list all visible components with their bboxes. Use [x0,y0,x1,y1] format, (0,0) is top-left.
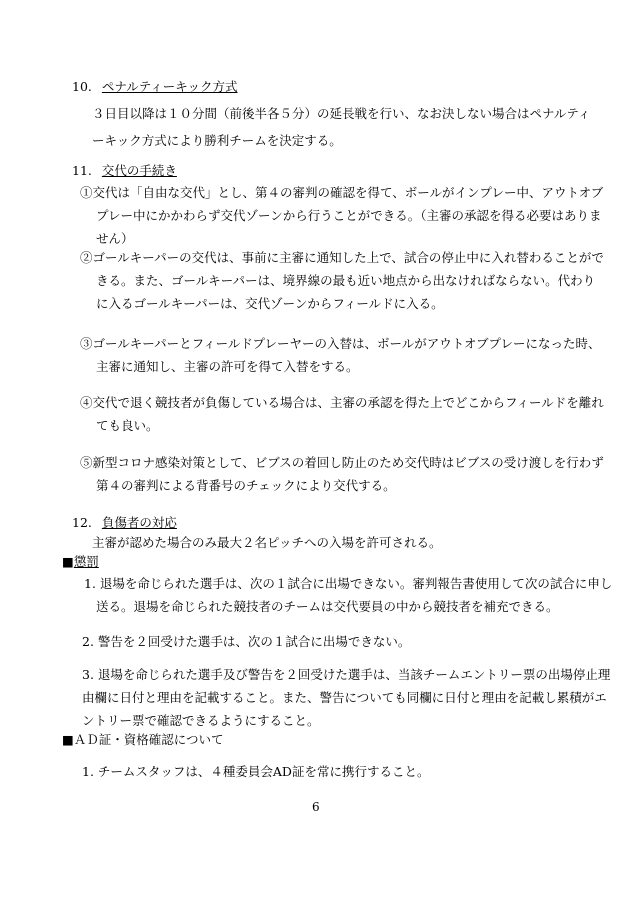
item-line: せん） [96,231,134,246]
section-11-heading [72,162,177,179]
section-10-number: 10. [72,79,92,94]
item-line: に入るゴールキーパーは、交代ゾーンからフィールドに入る。 [96,296,444,311]
substitution-item-4 [80,394,604,434]
item-line: 3. 退場を命じられた選手及び警告を２回受けた選手は、当該チームエントリー票の出場停止理 [82,667,611,682]
item-line: 由欄に日付と理由を記載すること。また、警告についても同欄に日付と理由を記載し累積がエ [82,690,607,705]
item-line: ントリー票で確認できるようにすること。 [82,713,320,728]
substitution-item-2 [80,249,604,312]
item-line: 2. 警告を２回受けた選手は、次の１試合に出場できない。 [82,634,411,649]
item-line: ②ゴールキーパーの交代は、事前に主審に通知した上で、試合の停止中に入れ替わることがで [80,250,604,265]
penalty-item-1 [84,575,612,615]
item-line: ①交代は「自由な交代」とし、第４の審判の確認を得て、ボールがインプレー中、アウトオブ [80,185,604,200]
item-line: ③ゴールキーパーとフィールドプレーヤーの入替は、ボールがアウトオブプレーになった時、 [80,336,601,351]
substitution-item-1 [80,184,603,247]
substitution-item-5 [80,454,604,494]
section-11-number: 11. [72,163,92,178]
penalty-title: 懲罰 [73,554,99,569]
section-11-title: 交代の手続き [101,163,177,178]
item-line: 第４の審判による背番号のチェックにより交代する。 [96,478,396,493]
item-line: 主審に通知し、主審の許可を得て入替をする。 [96,359,359,374]
substitution-item-3 [80,335,601,375]
page-number: 6 [312,800,320,814]
item-line: きる。また、ゴールキーパーは、境界線の最も近い地点から出なければならない。代わり [96,273,596,288]
ad-item-1: 1. チームスタッフは、４種委員会AD証を常に携行すること。 [82,764,430,779]
item-line: プレー中にかかわらず交代ゾーンから行うことができる。（主審の承認を得る必要はありま [96,208,602,223]
item-line: ⑤新型コロナ感染対策として、ビブスの着回し防止のため交代時はビブスの受け渡しを行わず [80,455,604,470]
section-12-number: 12. [72,515,92,530]
section-12-body: 主審が認めた場合のみ最大２名ピッチへの入場を許可される。 [92,535,442,550]
item-line: 1. 退場を命じられた選手は、次の１試合に出場できない。審判報告書使用して次の試合に申し [84,576,613,591]
item-line: ても良い。 [96,418,159,433]
section-10-body [92,105,590,149]
section-10-heading [72,78,238,95]
section-10-title: ペナルティーキック方式 [101,79,238,94]
section-12-heading [72,514,177,531]
section-12-title: 負傷者の対応 [101,515,177,530]
item-line: 送る。退場を命じられた競技者のチームは交代要員の中から競技者を補充できる。 [96,599,559,614]
penalty-item-3 [82,666,610,729]
ad-heading: ■ＡＤ証・資格確認について [62,732,224,747]
section-10-line: ーキック方式により勝利チームを決定する。 [92,133,342,148]
square-bullet-icon: ■ [62,554,74,569]
item-line: ④交代で退く競技者が負傷している場合は、主審の承認を得た上でどこからフィールドを離れ [80,395,604,410]
section-10-line: ３日目以降は１０分間（前後半各５分）の延長戦を行い、なお決しない場合はペナルティ [92,106,591,121]
penalty-item-2 [82,633,410,650]
penalty-heading [62,553,99,570]
